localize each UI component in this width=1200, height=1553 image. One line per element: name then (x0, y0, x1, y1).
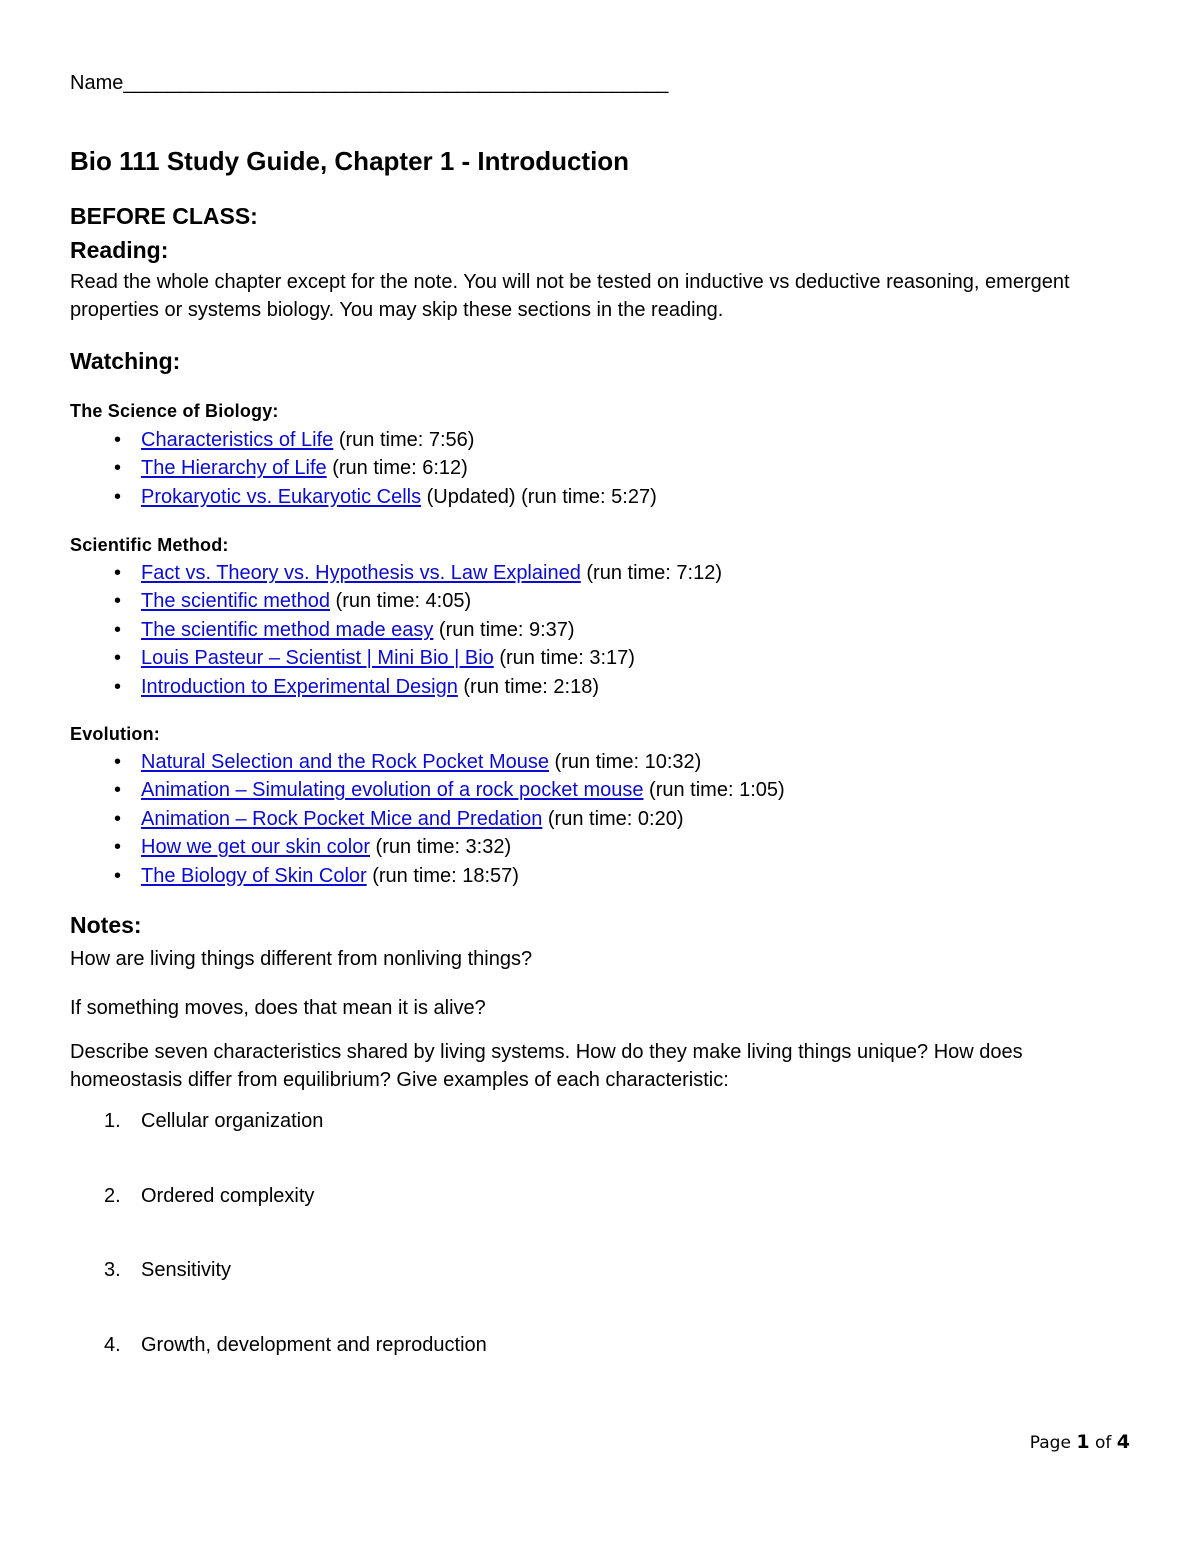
item-number: 1. (104, 1110, 121, 1132)
bullet: • (114, 751, 122, 773)
run-time: (run time: 2:18) (457, 675, 600, 698)
run-time: (run time: 3:32) (369, 836, 512, 859)
page-total: 4 (1116, 1431, 1130, 1453)
bullet: • (114, 618, 122, 641)
item-number: 4. (104, 1333, 121, 1356)
bullet: • (114, 675, 122, 698)
reading-heading: Reading: (70, 237, 169, 263)
bullet: • (114, 836, 122, 859)
video-list-evolution (70, 748, 785, 890)
characteristics-list (70, 1107, 487, 1405)
video-list-item (70, 483, 657, 511)
video-link[interactable]: The scientific method (141, 590, 330, 613)
run-time: (run time: 7:12) (580, 562, 722, 584)
video-list-science-of-biology (70, 426, 657, 511)
video-link[interactable]: The Biology of Skin Color (141, 864, 367, 887)
page-current: 1 (1076, 1431, 1090, 1453)
bullet: • (114, 864, 122, 887)
video-link[interactable]: Animation – Rock Pocket Mice and Predation (141, 807, 543, 830)
characteristic-item (70, 1331, 487, 1406)
notes-question-2: If something moves, does that mean it is alive? (70, 997, 486, 1019)
video-list-item (70, 776, 785, 804)
run-time: (run time: 3:17) (493, 647, 635, 670)
video-link[interactable]: Fact vs. Theory vs. Hypothesis vs. Law Explained (141, 562, 581, 584)
video-link[interactable]: Prokaryotic vs. Eukaryotic Cells (141, 485, 422, 508)
run-time: (run time: 18:57) (366, 864, 519, 887)
video-list-item (70, 559, 722, 587)
bullet: • (114, 485, 122, 508)
item-number: 3. (104, 1259, 121, 1282)
video-list-item (70, 748, 785, 776)
run-time: (run time: 7:56) (333, 429, 475, 451)
run-time: (run time: 9:37) (433, 618, 575, 641)
video-list-item (70, 616, 722, 644)
characteristic-label: Cellular organization (141, 1110, 324, 1132)
video-list-item (70, 833, 785, 861)
page-word: Page (1029, 1433, 1071, 1453)
video-group-title: Evolution: (70, 724, 160, 744)
bullet: • (114, 429, 122, 451)
before-class-heading: BEFORE CLASS: (70, 203, 258, 229)
video-link[interactable]: The Hierarchy of Life (141, 457, 327, 480)
notes-question-3: Describe seven characteristics shared by living systems. How do they make living things unique? How does homeostasis differ from equilibrium? Give examples of each characteristic: (70, 1041, 1023, 1091)
video-link[interactable]: Natural Selection and the Rock Pocket Mouse (141, 751, 549, 773)
video-link[interactable]: Introduction to Experimental Design (141, 675, 458, 698)
bullet: • (114, 457, 122, 480)
name-field-line (70, 72, 668, 95)
run-time: (run time: 4:05) (329, 590, 472, 613)
video-list-item (70, 805, 785, 833)
video-list-item (70, 673, 722, 701)
name-label: Name (70, 72, 124, 94)
bullet: • (114, 807, 122, 830)
video-group-title: Scientific Method: (70, 535, 229, 555)
bullet: • (114, 647, 122, 670)
run-time: (run time: 10:32) (549, 751, 702, 773)
video-list-item (70, 862, 785, 890)
notes-question-1: How are living things different from nonliving things? (70, 948, 533, 970)
video-list-item (70, 587, 722, 615)
video-link[interactable]: Animation – Simulating evolution of a rock pocket mouse (141, 779, 644, 802)
bullet: • (114, 590, 122, 613)
video-link[interactable]: Louis Pasteur – Scientist | Mini Bio | Bio (141, 647, 494, 670)
video-list-scientific-method (70, 559, 722, 701)
item-number: 2. (104, 1184, 121, 1207)
run-time: (run time: 0:20) (542, 807, 684, 830)
video-list-item (70, 454, 657, 482)
video-list-item (70, 426, 657, 454)
bullet: • (114, 562, 122, 584)
reading-text: Read the whole chapter except for the note. You will not be tested on inductive vs deductive reasoning, emergent properties or systems biology. You may skip these sections in the reading. (70, 271, 1070, 321)
run-time: (run time: 6:12) (326, 457, 468, 480)
video-link[interactable]: The scientific method made easy (141, 618, 434, 641)
characteristic-item (70, 1107, 487, 1182)
run-time: (run time: 1:05) (643, 779, 785, 802)
document-title: Bio 111 Study Guide, Chapter 1 - Introduction (70, 146, 630, 176)
page-number-footer (1030, 1431, 1130, 1453)
characteristic-label: Ordered complexity (141, 1184, 315, 1207)
characteristic-label: Growth, development and reproduction (141, 1333, 487, 1356)
characteristic-item (70, 1182, 487, 1257)
video-group-title: The Science of Biology: (70, 401, 279, 421)
video-link[interactable]: Characteristics of Life (141, 429, 334, 451)
video-list-item (70, 644, 722, 672)
characteristic-label: Sensitivity (141, 1259, 232, 1282)
video-link[interactable]: How we get our skin color (141, 836, 370, 859)
run-time: (Updated) (run time: 5:27) (421, 485, 657, 508)
bullet: • (114, 779, 122, 802)
watching-heading: Watching: (70, 348, 181, 374)
characteristic-item (70, 1256, 487, 1331)
of-word: of (1094, 1433, 1112, 1453)
name-blank: _________________________________________________ (123, 72, 669, 94)
notes-heading: Notes: (70, 912, 142, 938)
